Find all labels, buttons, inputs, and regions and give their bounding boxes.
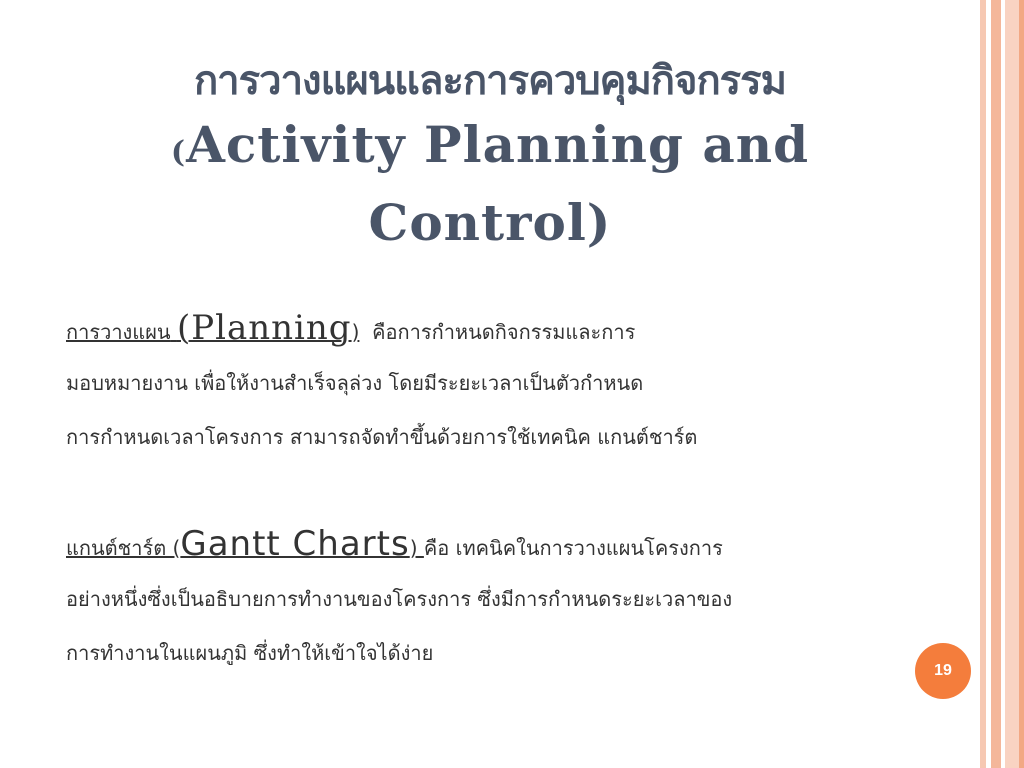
paragraph-gap xyxy=(66,464,946,516)
planning-line-2: มอบหมายงาน เพื่อให้งานสำเร็จลุล่วง โดยมีระยะเวลาเป็นตัวกำหนด xyxy=(66,371,644,395)
gantt-line-1 xyxy=(66,516,946,572)
page-number-badge: 19 xyxy=(915,643,971,699)
planning-term xyxy=(66,308,360,348)
decor-stripe xyxy=(1019,0,1024,768)
planning-term-thai: การวางแผน xyxy=(66,320,171,344)
gantt-term-close: ) xyxy=(409,536,424,560)
slide-title xyxy=(60,52,920,258)
decor-stripe xyxy=(991,0,1001,768)
gantt-term xyxy=(66,524,424,564)
gantt-term-thai: แกนต์ชาร์ต ( xyxy=(66,536,181,560)
planning-term-english: (Planning xyxy=(176,308,352,348)
gantt-definition: คือ เทคนิคในการวางแผนโครงการ xyxy=(423,536,723,560)
title-thai: การวางแผนและการควบคุมกิจกรรม xyxy=(193,58,787,104)
title-english-text: Activity Planning and xyxy=(186,115,810,174)
planning-line-1 xyxy=(66,300,946,356)
planning-term-close: ) xyxy=(351,320,360,344)
slide-body xyxy=(66,300,946,680)
gantt-line-2: อย่างหนึ่งซึ่งเป็นอธิบายการทำงานของโครงการ ซึ่งมีการกำหนดระยะเวลาของ xyxy=(66,587,733,611)
planning-definition: คือการกำหนดกิจกรรมและการ xyxy=(372,320,636,344)
planning-line-3: การกำหนดเวลาโครงการ สามารถจัดทำขึ้นด้วยการใช้เทคนิค แกนต์ชาร์ต xyxy=(66,425,698,449)
title-english-line-2: Control) xyxy=(368,193,612,252)
title-open-paren: ( xyxy=(170,135,187,170)
gantt-term-english: Gantt Charts xyxy=(180,524,410,564)
gantt-line-3: การทำงานในแผนภูมิ ซึ่งทำให้เข้าใจได้ง่าย xyxy=(66,641,434,665)
title-english-line-1 xyxy=(60,110,920,188)
